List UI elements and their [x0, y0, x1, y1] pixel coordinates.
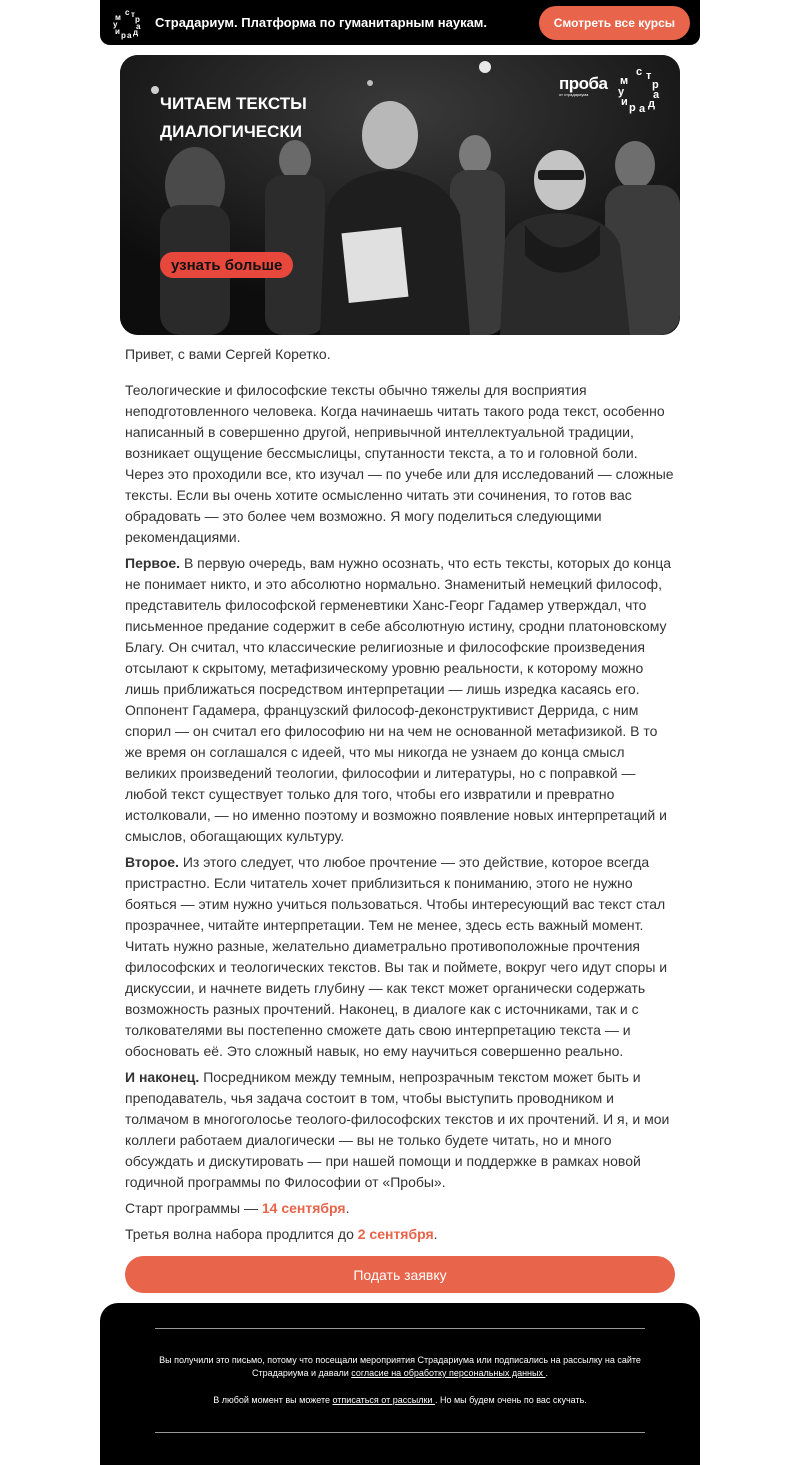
view-all-courses-button[interactable]: Смотреть все курсы	[539, 6, 690, 40]
unsubscribe-link[interactable]: отписаться от рассылки	[332, 1395, 435, 1405]
logo-letter: р	[135, 14, 140, 24]
hero-banner[interactable]	[120, 55, 680, 335]
greeting: Привет, с вами Сергей Коретко.	[125, 346, 331, 362]
hero-title-line: ДИАЛОГИЧЕСКИ	[160, 122, 302, 141]
wave-suffix: .	[433, 1226, 438, 1242]
ring-letter: и	[621, 96, 628, 108]
start-date: 14 сентября	[261, 1200, 346, 1216]
first-label: Первое.	[125, 555, 181, 571]
logo-letter: а	[127, 30, 132, 40]
start-prefix: Старт программы —	[125, 1200, 262, 1216]
third-text: Посредником между темным, непрозрачным текстом может быть и преподаватель, чья задача состоит в том, чтобы выступить проводником и толмачом в многоголосье теолого-философских текстов и их прочтений. И я, и мои коллеги работаем диалогически — вы не только будете читать, но и много обсуждать и дискутировать — при нашей помощи и поддержке в рамках новой годичной программы по Философии от «Пробы».	[125, 1069, 670, 1190]
intro-paragraph: Теологические и философские тексты обычно тяжелы для восприятия неподготовленного человека. Когда начинаешь читать такого рода текст, особенно написанный в совершенно другой, непривычной интеллектуальной традиции, возникает ощущение бессмыслицы, спутанности текста, а то и головной боли. Через это проходили все, кто изучал — по учебе или для исследований — сложные тексты. Если вы очень хотите осмысленно читать эти сочинения, то готов вас обрадовать — это более чем возможно. Я могу поделиться следующими рекомендациями.	[125, 382, 674, 545]
learn-more-button[interactable]: узнать больше	[160, 252, 293, 278]
hero-title	[160, 90, 307, 146]
footer-reason-prefix: Вы получили это письмо, потому что посещали мероприятия Страдариума или подписались на рассылку на сайте Страдариума и давали	[159, 1355, 641, 1378]
proba-brand-sub: от страдариума	[559, 92, 589, 97]
ring-letter: д	[648, 98, 655, 110]
footer-reason	[155, 1354, 645, 1380]
footer-unsubscribe	[155, 1394, 645, 1407]
ring-letter: у	[618, 86, 625, 98]
second-paragraph	[125, 852, 675, 1062]
logo-letter: а	[136, 21, 141, 31]
ring-letter: с	[636, 66, 643, 78]
apply-button[interactable]: Подать заявку	[125, 1256, 675, 1293]
stradarium-logo[interactable]	[112, 8, 142, 38]
logo-letter: у	[113, 19, 118, 29]
logo-letter: с	[125, 7, 130, 17]
wave-prefix: Третья волна набора продлится до	[125, 1226, 358, 1242]
wave-date: 2 сентября	[357, 1226, 434, 1242]
second-text: Из этого следует, что любое прочтение — это действие, которое всегда пристрастно. Если читатель хочет приблизиться к пониманию, этого не нужно бояться — этим нужно учиться пользоваться. Чтобы интересующий вас текст стал прозрачнее, читайте интерпретации. Тем не менее, здесь есть важный момент. Читать нужно разные, желательно диаметрально противоположные прочтения философских и теологических текстов. Вы так и поймете, вокруг чего идут споры и дискуссии, и начнете видеть глубину — как текст может органически содержать возможность разных прочтений. Наконец, в диалоге как с источниками, так и с толкователями вы постепенно сможете дать свою интерпретацию текста — и обосновать её. Это сложный навык, но ему научиться совершенно реально.	[125, 854, 668, 1059]
first-paragraph	[125, 553, 675, 847]
proba-brand-name: проба	[559, 74, 608, 93]
start-suffix: .	[345, 1200, 350, 1216]
logo-letter: и	[115, 26, 120, 36]
ring-letter: р	[629, 102, 636, 114]
start-line	[125, 1198, 675, 1219]
ring-letter: р	[652, 79, 659, 91]
letter-body	[125, 344, 675, 1250]
logo-letter: р	[121, 30, 126, 40]
first-text: В первую очередь, вам нужно осознать, что есть тексты, которых до конца не понимает никто, и это абсолютно нормально. Знаменитый немецкий философ, представитель философской герменевтики Ханс-Георг Гадамер утверждал, что письменное предание содержит в себе абсолютную истину, сродни платоновскому Благу. Он считал, что классические религиозные и философские произведения отсылают к скрытому, метафизическому уровню реальности, к которому можно лишь приближаться посредством интерпретации — лишь изредка касаясь его. Оппонент Гадамера, французский философ-деконструктивист Деррида, с ним спорил — он считал его философию ни на чем не основанной метафизикой. В то же время он соглашался с идеей, что мы никогда не узнаем до конца смысл великих произведений теологии, философии и литературы, но с поправкой — любой текст существует только для того, чтобы его извратили и превратно истолковали, — но именно поэтому и возможно появление новых интерпретаций и смыслов, обогащающих культуру.	[125, 555, 672, 844]
third-label: И наконец.	[125, 1069, 200, 1085]
header-bar	[100, 0, 700, 45]
second-label: Второе.	[125, 854, 179, 870]
footer-divider-bottom	[155, 1432, 645, 1433]
logo-letter: м	[115, 12, 121, 22]
logo-letter: д	[133, 27, 139, 37]
footer-reason-suffix: .	[545, 1368, 549, 1378]
logo-letter: т	[131, 9, 135, 19]
unsub-suffix: . Но мы будем очень по вас скучать.	[434, 1395, 587, 1405]
proba-brand	[559, 74, 608, 97]
unsub-prefix: В любой момент вы можете	[213, 1395, 333, 1405]
consent-link[interactable]: согласие на обработку персональных данных	[351, 1368, 546, 1378]
wave-line	[125, 1224, 675, 1245]
ring-letter: а	[653, 89, 660, 101]
footer-divider-top	[155, 1328, 645, 1329]
third-paragraph	[125, 1067, 675, 1193]
header-title: Страдариум. Платформа по гуманитарным наукам.	[155, 15, 488, 30]
hero-stradarium-ring	[617, 66, 665, 114]
hero-title-line: ЧИТАЕМ ТЕКСТЫ	[160, 94, 307, 113]
footer	[100, 1303, 700, 1465]
ring-letter: т	[646, 70, 652, 82]
ring-letter: а	[639, 103, 646, 115]
ring-letter: м	[620, 75, 629, 87]
